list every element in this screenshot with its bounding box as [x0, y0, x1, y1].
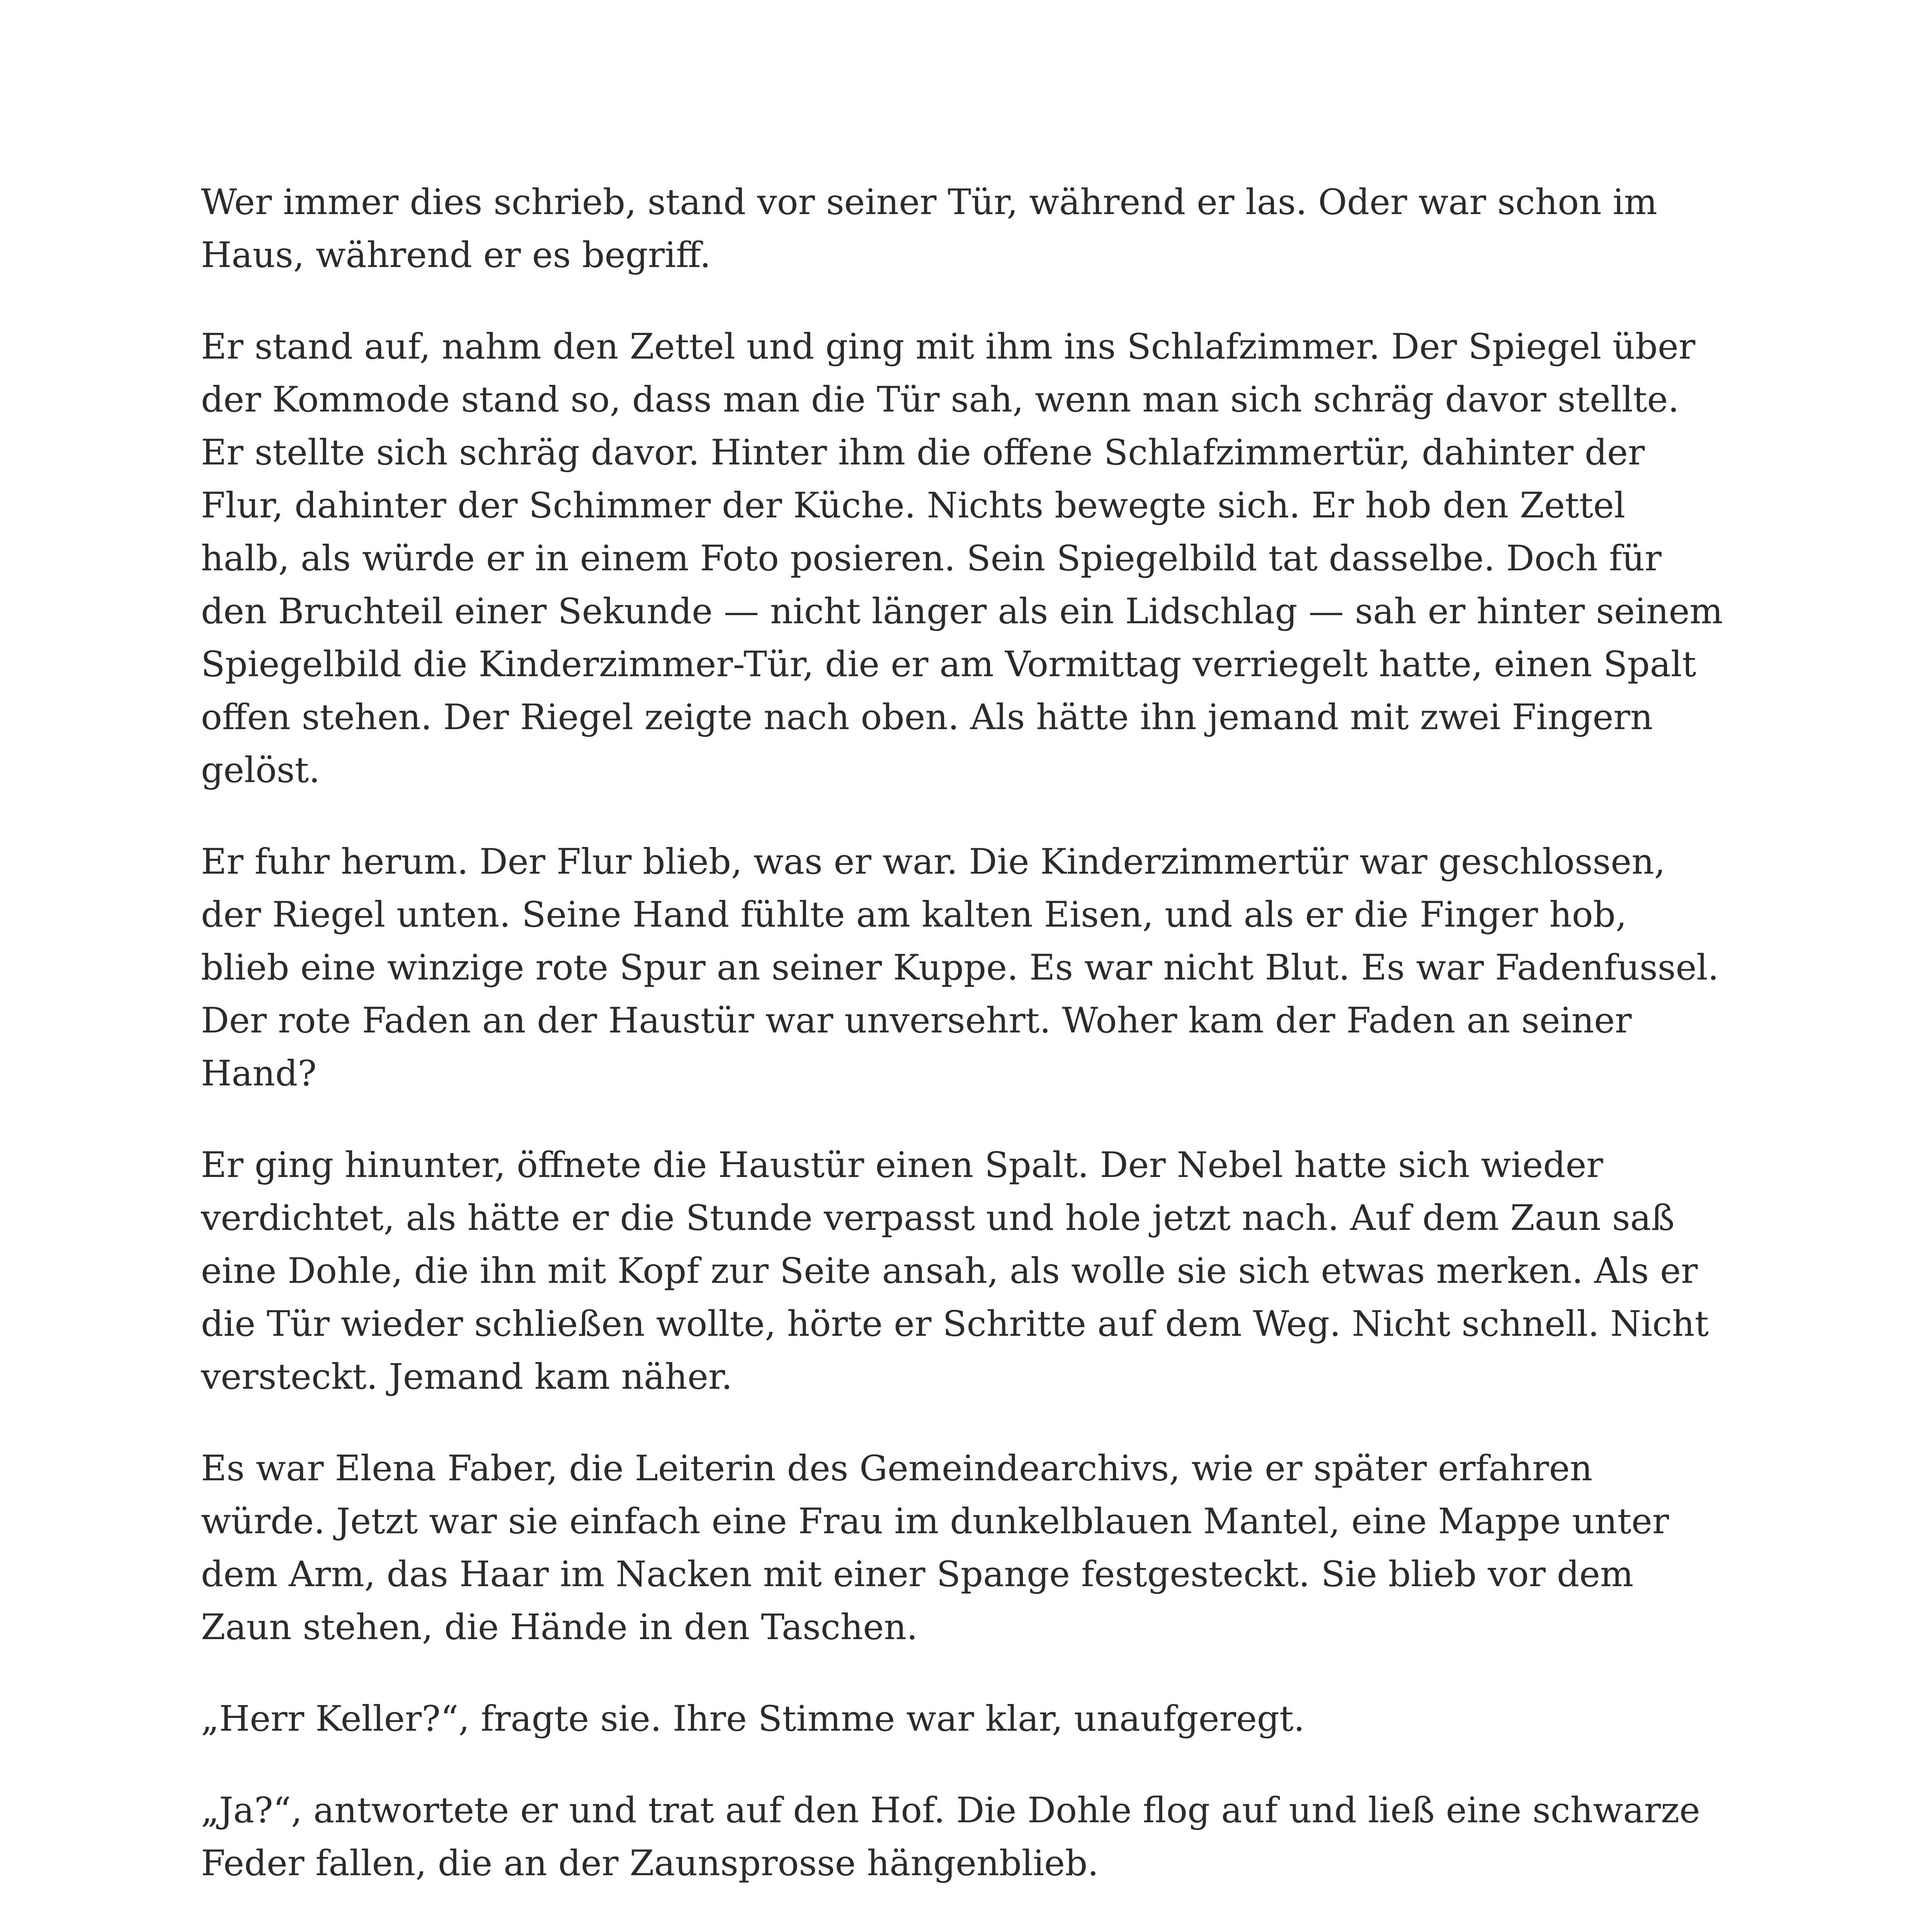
paragraph: Es war Elena Faber, die Leiterin des Gemeindearchivs, wie er später erfahren würde. Jetzt war sie einfach eine Frau im dunkelblauen Mantel, eine Mappe unter dem Arm, das Haar im Nacken mit einer Spange festgesteckt. Sie blieb vor dem Zaun stehen, die Hände in den Taschen. [201, 1448, 1669, 1648]
paragraph [201, 1929, 1723, 1932]
paragraph: Er stand auf, nahm den Zettel und ging mit ihm ins Schlafzimmer. Der Spiegel über der Kommode stand so, dass man die Tür sah, wenn man sich schräg davor stellte. Er stellte sich schräg davor. Hinter ihm die offene Schlafzimmertür, dahinter der Flur, dahinter der Schimmer der Küche. Nichts bewegte sich. Er hob den Zettel halb, als würde er in einem Foto posieren. Sein Spiegelbild tat dasselbe. Doch für den Bruchteil einer Sekunde — nicht länger als ein Lidschlag — sah er hinter seinem Spiegelbild die Kinderzimmer-Tür, die er am Vormittag verriegelt hatte, einen Spalt offen stehen. Der Riegel zeigte nach oben. Als hätte ihn jemand mit zwei Fingern gelöst. [201, 327, 1723, 791]
document-page [201, 176, 1723, 1932]
paragraph: „Ja?“, antwortete er und trat auf den Hof. Die Dohle flog auf und ließ eine schwarze Feder fallen, die an der Zaunsprosse hängenblieb. [201, 1790, 1700, 1884]
paragraph: Er fuhr herum. Der Flur blieb, was er war. Die Kinderzimmertür war geschlossen, der Riegel unten. Seine Hand fühlte am kalten Eisen, und als er die Finger hob, blieb eine winzige rote Spur an seiner Kuppe. Es war nicht Blut. Es war Fadenfussel. Der rote Faden an der Haustür war unversehrt. Woher kam der Faden an seiner Hand? [201, 842, 1719, 1094]
paragraph: Er ging hinunter, öffnete die Haustür einen Spalt. Der Nebel hatte sich wieder verdichtet, als hätte er die Stunde verpasst und hole jetzt nach. Auf dem Zaun saß eine Dohle, die ihn mit Kopf zur Seite ansah, als wolle sie sich etwas merken. Als er die Tür wieder schließen wollte, hörte er Schritte auf dem Weg. Nicht schnell. Nicht versteckt. Jemand kam näher. [201, 1145, 1709, 1397]
paragraph: Wer immer dies schrieb, stand vor seiner Tür, während er las. Oder war schon im Haus, während er es begriff. [201, 182, 1657, 276]
paragraph: „Herr Keller?“, fragte sie. Ihre Stimme war klar, unaufgeregt. [201, 1699, 1305, 1739]
